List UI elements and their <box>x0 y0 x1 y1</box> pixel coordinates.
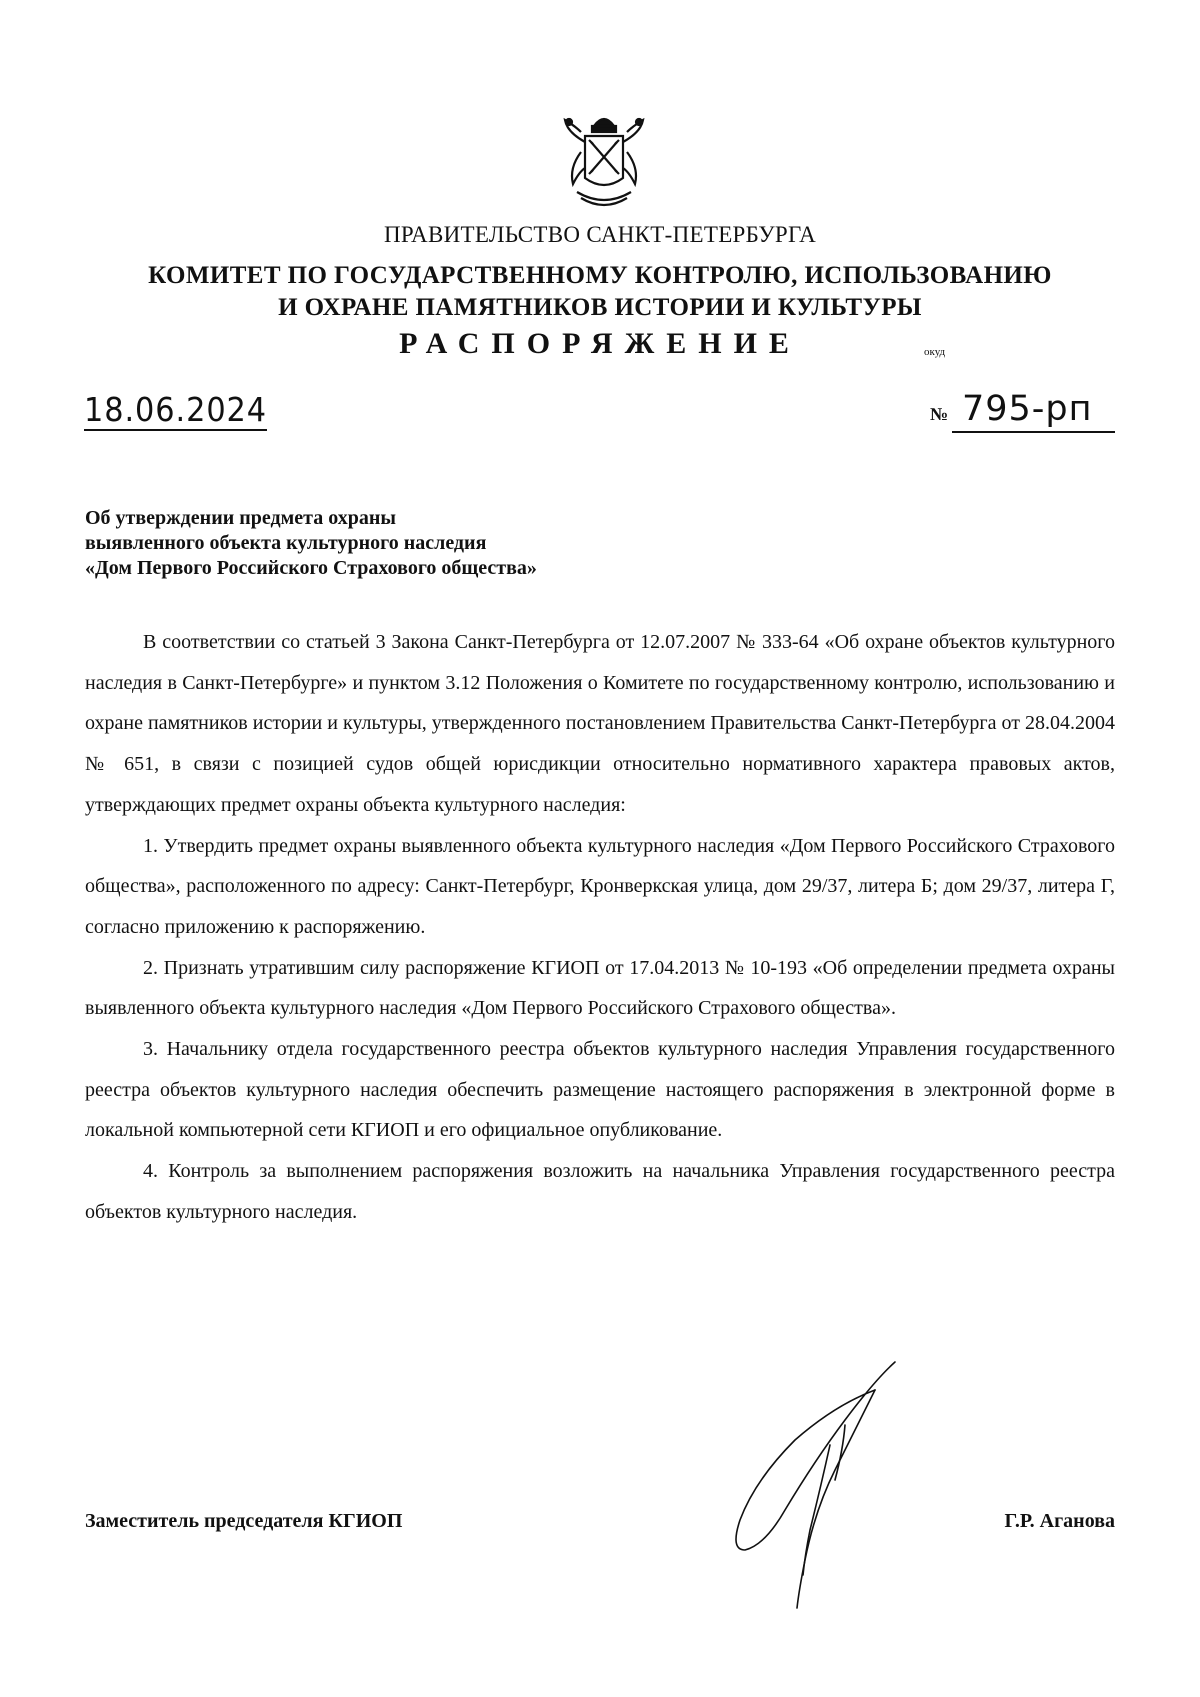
government-title: ПРАВИТЕЛЬСТВО САНКТ-ПЕТЕРБУРГА <box>383 222 817 247</box>
document-type-title: РАСПОРЯЖЕНИЕ <box>399 327 801 360</box>
subject-line2: выявленного объекта культурного наследия <box>85 532 487 554</box>
subject-line1: Об утверждении предмета охраны <box>85 507 396 529</box>
document-subject <box>85 506 537 581</box>
subject-line3: «Дом Первого Российского Страхового общества» <box>85 557 537 579</box>
item-1-paragraph: 1. Утвердить предмет охраны выявленного объекта культурного наследия «Дом Первого Российского Страхового общества», расположенного по адресу: Санкт-Петербург, Кронверкская улица, дом 29/37, литера Б; дом 29/37, литера Г, согласно приложению к распоряжению. <box>85 834 1115 938</box>
document-body <box>85 622 1115 1233</box>
document-number: 795-рп <box>962 389 1093 429</box>
document-date: 18.06.2024 <box>84 390 268 429</box>
committee-name-line1: КОМИТЕТ ПО ГОСУДАРСТВЕННОМУ КОНТРОЛЮ, ИСПОЛЬЗОВАНИЮ <box>148 262 1052 289</box>
item-2-paragraph: 2. Признать утратившим силу распоряжение КГИОП от 17.04.2013 № 10-193 «Об определении предмета охраны выявленного объекта культурного наследия «Дом Первого Российского Страхового общества». <box>85 956 1115 1020</box>
item-3-paragraph: 3. Начальнику отдела государственного реестра объектов культурного наследия Управления государственного реестра объектов культурного наследия обеспечить размещение настоящего распоряжения в электронной форме в локальной компьютерной сети КГИОП и его официальное опубликование. <box>85 1038 1115 1142</box>
committee-name-line2: И ОХРАНЕ ПАМЯТНИКОВ ИСТОРИИ И КУЛЬТУРЫ <box>278 294 922 321</box>
okud-label: окуд <box>924 346 946 358</box>
committee-name <box>0 260 1200 324</box>
signatory-title: Заместитель председателя КГИОП <box>85 1510 403 1532</box>
signatory-name: Г.Р. Аганова <box>1004 1510 1115 1532</box>
preamble-paragraph: В соответствии со статьей 3 Закона Санкт-Петербурга от 12.07.2007 № 333-64 «Об охране объектов культурного наследия в Санкт-Петербурге» и пунктом 3.12 Положения о Комитете по государственному контролю, использованию и охране памятников истории и культуры, утвержденного постановлением Правительства Санкт-Петербурга от 28.04.2004 № 651, в связи с позицией судов общей юрисдикции относительно нормативного характера правовых актов, утверждающих предмет охраны объекта культурного наследия: <box>85 631 1115 816</box>
coat-of-arms-icon <box>559 112 649 212</box>
number-label: № <box>930 404 949 424</box>
handwritten-signature <box>725 1360 905 1610</box>
item-4-paragraph: 4. Контроль за выполнением распоряжения возложить на начальника Управления государственного реестра объектов культурного наследия. <box>85 1160 1115 1223</box>
